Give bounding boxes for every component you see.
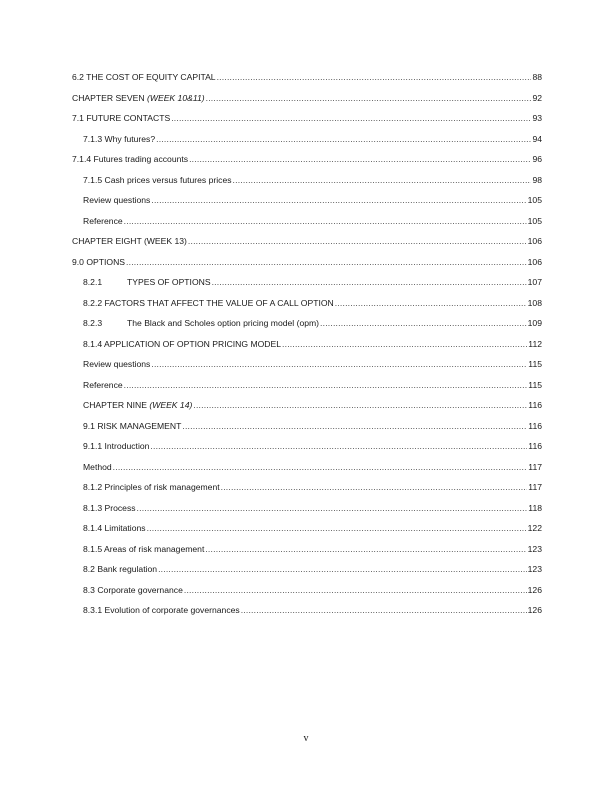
toc-entry-page: 108 xyxy=(527,297,542,308)
toc-entry-title: 8.2 Bank regulation xyxy=(83,564,158,574)
dot-leader xyxy=(189,153,531,165)
toc-entry[interactable] xyxy=(72,461,542,482)
dot-leader xyxy=(212,276,527,288)
toc-entry-title-italic: (WEEK 14) xyxy=(149,400,193,410)
toc-entry-title xyxy=(83,399,192,411)
toc-entry-title: 8.3.1 Evolution of corporate governances xyxy=(83,605,240,615)
toc-entry-page: 123 xyxy=(527,543,542,554)
toc-entry[interactable] xyxy=(72,194,542,215)
dot-leader xyxy=(171,112,531,124)
toc-entry-title: Method xyxy=(83,461,112,472)
toc-entry[interactable] xyxy=(72,133,542,154)
toc-entry-title-text: CHAPTER NINE xyxy=(83,400,150,410)
toc-entry[interactable] xyxy=(72,420,542,441)
toc-entry-title: 9.1 RISK MANAGEMENT xyxy=(83,420,182,431)
toc-entry-page: 115 xyxy=(528,379,542,390)
toc-entry[interactable] xyxy=(72,481,542,502)
dot-leader xyxy=(193,399,527,411)
toc-entry-title xyxy=(72,92,205,104)
dot-leader xyxy=(206,92,532,104)
toc-entry-page: 88 xyxy=(532,72,542,82)
dot-leader xyxy=(150,440,527,452)
dot-leader xyxy=(124,215,527,227)
toc-entry-title: 8.1.2 Principles of risk management xyxy=(83,482,220,492)
toc-entry-title: The Black and Scholes option pricing model (opm) xyxy=(127,318,320,328)
toc-entry-page: 93 xyxy=(532,113,542,123)
toc-entry-title-italic: (WEEK 10&11) xyxy=(146,92,205,103)
toc-entry[interactable] xyxy=(72,440,542,461)
dot-leader xyxy=(124,379,528,391)
toc-entry[interactable] xyxy=(72,543,542,564)
toc-entry-page: 126 xyxy=(527,605,542,615)
toc-entry[interactable] xyxy=(72,235,542,256)
dot-leader xyxy=(147,522,527,534)
dot-leader xyxy=(221,481,528,493)
toc-entry-title: 8.3 Corporate governance xyxy=(83,584,183,595)
toc-entry[interactable] xyxy=(72,317,542,338)
toc-entry-page: 115 xyxy=(528,359,542,369)
dot-leader xyxy=(151,358,527,370)
dot-leader xyxy=(158,563,527,575)
toc-entry-page: 107 xyxy=(527,277,542,287)
toc-entry-page: 123 xyxy=(527,564,542,574)
toc-entry-title: Reference xyxy=(83,379,123,390)
dot-leader xyxy=(156,133,531,145)
dot-leader xyxy=(184,584,527,596)
toc-entry-page: 92 xyxy=(532,92,542,103)
toc-entry-title: 7.1.3 Why futures? xyxy=(83,133,156,144)
toc-entry-page: 112 xyxy=(528,338,542,349)
toc-entry[interactable] xyxy=(72,256,542,277)
toc-entry[interactable] xyxy=(72,399,542,420)
toc-entry-page: 116 xyxy=(528,441,542,451)
toc-entry-title: Reference xyxy=(83,215,123,226)
toc-entry-page: 116 xyxy=(528,400,542,410)
toc-entry-page: 117 xyxy=(528,482,542,492)
table-of-contents xyxy=(72,71,542,625)
dot-leader xyxy=(282,338,527,350)
dot-leader xyxy=(241,604,527,616)
dot-leader xyxy=(335,297,527,309)
toc-entry-page: 105 xyxy=(527,195,542,205)
toc-entry-page: 116 xyxy=(528,420,542,431)
dot-leader xyxy=(205,543,526,555)
dot-leader xyxy=(320,317,527,329)
toc-entry[interactable] xyxy=(72,297,542,318)
toc-entry-page: 94 xyxy=(532,133,542,144)
toc-entry[interactable] xyxy=(72,174,542,195)
toc-entry-page: 98 xyxy=(532,174,542,185)
dot-leader xyxy=(151,194,526,206)
toc-entry-title: 9.1.1 Introduction xyxy=(83,441,150,451)
toc-entry-page: 105 xyxy=(527,215,542,226)
dot-leader xyxy=(217,71,532,83)
dot-leader xyxy=(182,420,527,432)
page-number: v xyxy=(303,733,309,744)
toc-entry-title: 7.1.4 Futures trading accounts xyxy=(72,154,189,164)
toc-entry-title: Review questions xyxy=(83,195,151,205)
toc-entry-page: 118 xyxy=(528,502,542,513)
toc-entry[interactable] xyxy=(72,379,542,400)
toc-entry[interactable] xyxy=(72,358,542,379)
toc-entry-page: 122 xyxy=(527,523,542,533)
toc-entry-page: 96 xyxy=(532,154,542,164)
toc-entry[interactable] xyxy=(72,276,542,297)
toc-entry-title: 8.1.4 APPLICATION OF OPTION PRICING MODEL xyxy=(83,338,282,349)
toc-entry-title: Review questions xyxy=(83,359,151,369)
toc-entry-title: CHAPTER EIGHT (WEEK 13) xyxy=(72,236,187,246)
toc-entry-page: 106 xyxy=(527,236,542,246)
toc-entry-title: 6.2 THE COST OF EQUITY CAPITAL xyxy=(72,72,216,82)
toc-entry-title: 7.1.5 Cash prices versus futures prices xyxy=(83,174,232,185)
toc-entry-page: 126 xyxy=(527,584,542,595)
toc-entry[interactable] xyxy=(72,502,542,523)
dot-leader xyxy=(137,502,528,514)
toc-entry-number: 8.2.3 xyxy=(83,318,103,328)
toc-entry-title: 8.1.4 Limitations xyxy=(83,523,146,533)
dot-leader xyxy=(233,174,532,186)
dot-leader xyxy=(188,235,527,247)
toc-entry[interactable] xyxy=(72,563,542,584)
toc-entry[interactable] xyxy=(72,604,542,625)
toc-entry[interactable] xyxy=(72,584,542,605)
toc-entry-title: 8.2.2 FACTORS THAT AFFECT THE VALUE OF A CALL OPTION xyxy=(83,297,334,308)
toc-entry-title: 9.0 OPTIONS xyxy=(72,256,126,267)
toc-entry-title-text: CHAPTER SEVEN xyxy=(72,92,147,103)
toc-entry[interactable] xyxy=(72,522,542,543)
toc-entry[interactable] xyxy=(72,215,542,236)
toc-entry-number: 8.2.1 xyxy=(83,277,103,287)
dot-leader xyxy=(113,461,528,473)
toc-entry-title: TYPES OF OPTIONS xyxy=(127,277,211,287)
toc-entry[interactable] xyxy=(72,71,542,92)
toc-entry-page: 109 xyxy=(527,318,542,328)
toc-entry-title: 8.1.5 Areas of risk management xyxy=(83,543,205,554)
toc-entry-title: 7.1 FUTURE CONTACTS xyxy=(72,113,171,123)
toc-entry[interactable] xyxy=(72,112,542,133)
toc-entry-title: 8.1.3 Process xyxy=(83,502,136,513)
toc-entry-page: 106 xyxy=(527,256,542,267)
toc-entry[interactable] xyxy=(72,338,542,359)
toc-entry[interactable] xyxy=(72,153,542,174)
toc-entry-page: 117 xyxy=(528,461,542,472)
toc-entry[interactable] xyxy=(72,92,542,113)
dot-leader xyxy=(126,256,527,268)
